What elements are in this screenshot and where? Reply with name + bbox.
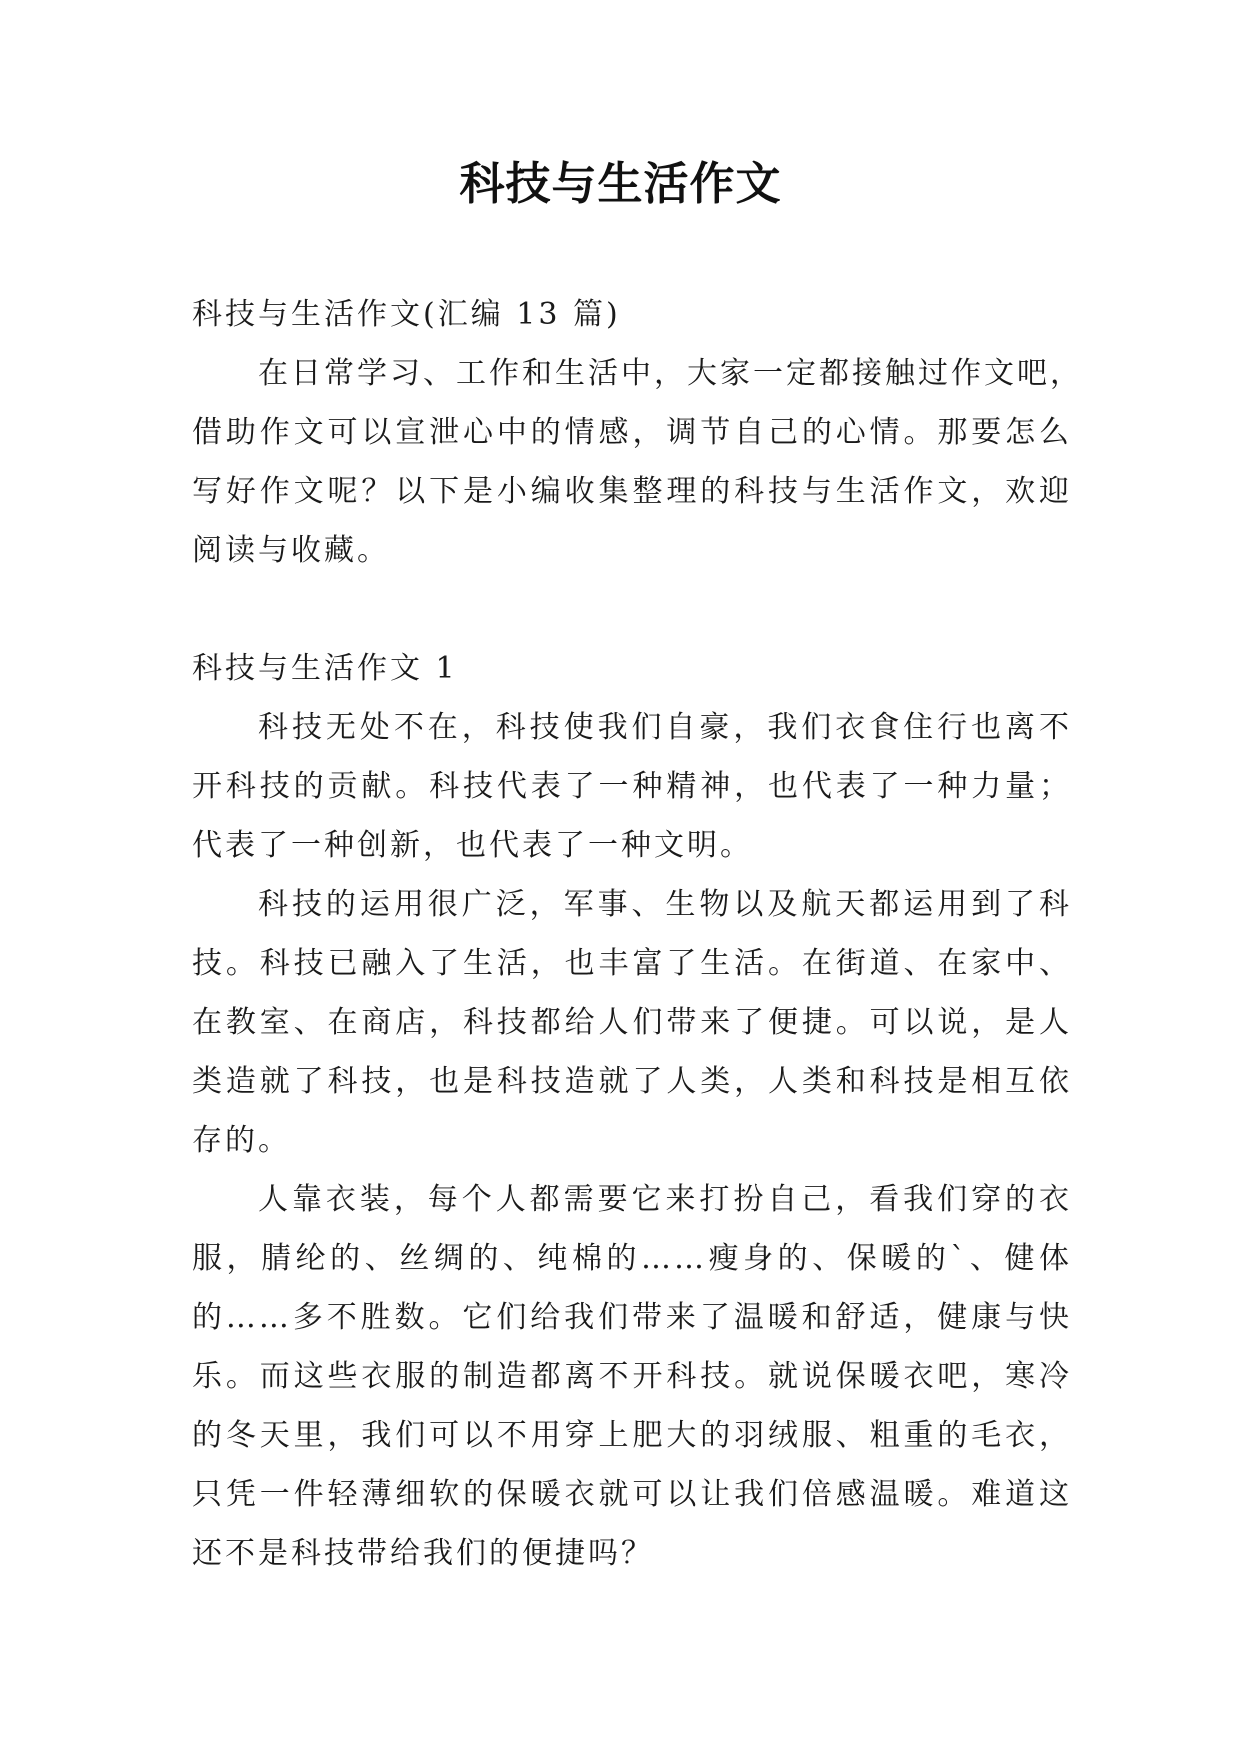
- paragraph-line: 服，腈纶的、丝绸的、纯棉的……瘦身的、保暖的`、健体: [192, 1241, 1072, 1276]
- document-subtitle: 科技与生活作文(汇编 13 篇): [192, 297, 621, 332]
- paragraph-line: 只凭一件轻薄细软的保暖衣就可以让我们倍感温暖。难道这: [192, 1477, 1072, 1512]
- paragraph-line: 开科技的贡献。科技代表了一种精神，也代表了一种力量；: [192, 769, 1072, 804]
- paragraph-line: 存的。: [192, 1123, 291, 1158]
- paragraph-3: [192, 1170, 1072, 1583]
- paragraph-line: 的……多不胜数。它们给我们带来了温暖和舒适，健康与快: [192, 1300, 1072, 1335]
- document-body: [192, 285, 1083, 1583]
- section-spacer: [192, 580, 1072, 639]
- paragraph-line: 技。科技已融入了生活，也丰富了生活。在街道、在家中、: [192, 946, 1072, 981]
- paragraph-line: 科技的运用很广泛，军事、生物以及航天都运用到了科: [258, 887, 1072, 922]
- section-heading: 科技与生活作文 1: [192, 651, 458, 686]
- intro-paragraph: [192, 344, 1083, 580]
- paragraph-line: 代表了一种创新，也代表了一种文明。: [192, 828, 753, 863]
- intro-line: 借助作文可以宣泄心中的情感，调节自己的心情。那要怎么: [192, 415, 1072, 450]
- paragraph-line: 的冬天里，我们可以不用穿上肥大的羽绒服、粗重的毛衣，: [192, 1418, 1072, 1453]
- paragraph-line: 还不是科技带给我们的便捷吗？: [192, 1536, 654, 1571]
- paragraph-line: 乐。而这些衣服的制造都离不开科技。就说保暖衣吧，寒冷: [192, 1359, 1072, 1394]
- paragraph-line: 在教室、在商店，科技都给人们带来了便捷。可以说，是人: [192, 1005, 1072, 1040]
- paragraph-line: 人靠衣装，每个人都需要它来打扮自己，看我们穿的衣: [258, 1182, 1072, 1217]
- document-title: 科技与生活作文: [459, 157, 782, 210]
- paragraph-2: [192, 875, 1072, 1170]
- paragraph-1: [192, 698, 1072, 875]
- paragraph-line: 类造就了科技，也是科技造就了人类，人类和科技是相互依: [192, 1064, 1072, 1099]
- paragraph-line: 科技无处不在，科技使我们自豪，我们衣食住行也离不: [258, 710, 1072, 745]
- intro-line: 在日常学习、工作和生活中，大家一定都接触过作文吧，: [258, 356, 1083, 391]
- intro-line: 写好作文呢？以下是小编收集整理的科技与生活作文，欢迎: [192, 474, 1072, 509]
- intro-line: 阅读与收藏。: [192, 533, 390, 568]
